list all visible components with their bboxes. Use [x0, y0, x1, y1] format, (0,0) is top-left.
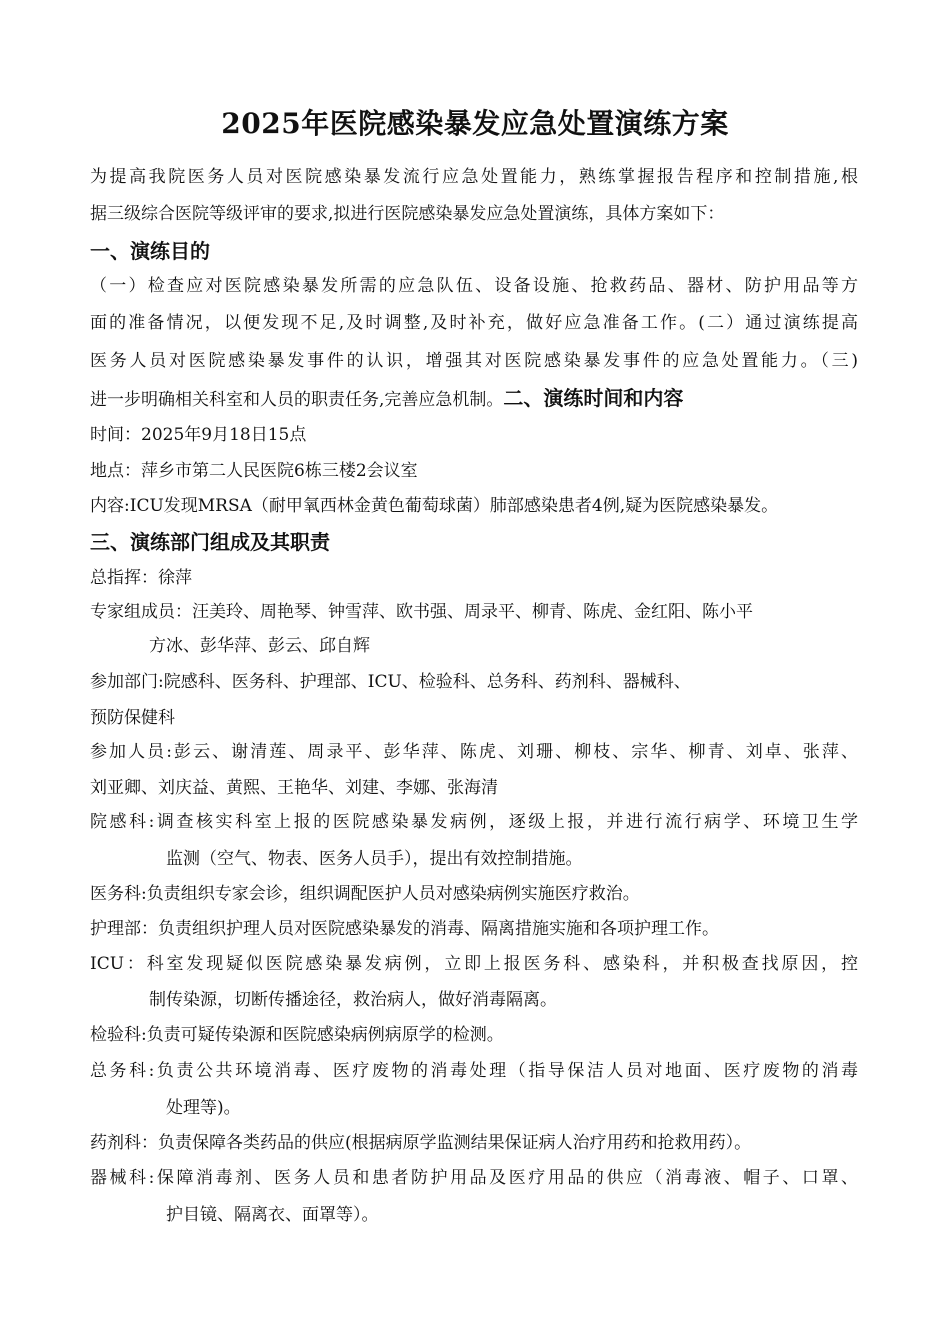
infection-dept-line-1: 院感科:调查核实科室上报的医院感染暴发病例，逐级上报，并进行流行病学、环境卫生学: [90, 812, 858, 832]
intro-line-2: 据三级综合医院等级评审的要求,拟进行医院感染暴发应急处置演练，具体方案如下：: [90, 204, 725, 224]
drill-content: 内容:ICU发现MRSA（耐甲氧西林金黄色葡萄球菌）肺部感染患者4例,疑为医院感染暴发。: [90, 496, 779, 516]
document-title: 2025年医院感染暴发应急处置演练方案: [221, 107, 729, 140]
intro-line-1: 为提高我院医务人员对医院感染暴发流行应急处置能力，熟练掌握报告程序和控制措施,根: [90, 167, 858, 187]
section-1-line-4: [90, 386, 683, 412]
section-1-line-1: （一）检查应对医院感染暴发所需的应急队伍、设备设施、抢救药品、器材、防护用品等方: [90, 276, 858, 296]
equipment-dept-line-2: 护目镜、隔离衣、面罩等）。: [166, 1205, 379, 1225]
section-2-heading: 二、演练时间和内容: [503, 386, 684, 410]
section-1-line-2: 面的准备情况，以便发现不足,及时调整,及时补充，做好应急准备工作。(二）通过演练提高: [90, 313, 858, 333]
pharmacy-dept: 药剂科：负责保障各类药品的供应(根据病原学监测结果保证病人治疗用药和抢救用药）。: [90, 1133, 752, 1153]
medical-dept: 医务科:负责组织专家会诊，组织调配医护人员对感染病例实施医疗救治。: [90, 884, 640, 904]
general-affairs-line-1: 总务科:负责公共环境消毒、医疗废物的消毒处理（指导保洁人员对地面、医疗废物的消毒: [90, 1061, 858, 1081]
personnel-line-2: 刘亚卿、刘庆益、黄熙、王艳华、刘建、李娜、张海清: [90, 778, 498, 798]
departments-line-2: 预防保健科: [90, 708, 175, 728]
nursing-dept: 护理部：负责组织护理人员对医院感染暴发的消毒、隔离措施实施和各项护理工作。: [90, 919, 719, 939]
section-1-line-4-text: 进一步明确相关科室和人员的职责任务,完善应急机制。: [90, 390, 504, 410]
experts-line-2: 方冰、彭华萍、彭云、邱自辉: [149, 636, 370, 656]
drill-time: 时间：2025年9月18日15点: [90, 425, 307, 445]
experts-line-1: 专家组成员：汪美玲、周艳琴、钟雪萍、欧书强、周录平、柳青、陈虎、金红阳、陈小平: [90, 602, 753, 622]
personnel-line-1: 参加人员:彭云、谢清莲、周录平、彭华萍、陈虎、刘珊、柳枝、宗华、柳青、刘卓、张萍、: [90, 742, 858, 762]
lab-dept: 检验科:负责可疑传染源和医院感染病例病原学的检测。: [90, 1025, 504, 1045]
icu-line-2: 制传染源，切断传播途径，救治病人，做好消毒隔离。: [149, 990, 557, 1010]
section-1-heading: 一、演练目的: [90, 239, 210, 263]
drill-place: 地点：萍乡市第二人民医院6栋三楼2会议室: [90, 461, 418, 481]
icu-line-1: ICU：科室发现疑似医院感染暴发病例，立即上报医务科、感染科，并积极查找原因，控: [90, 954, 858, 974]
section-1-line-3: 医务人员对医院感染暴发事件的认识，增强其对医院感染暴发事件的应急处置能力。（三): [90, 351, 858, 371]
section-3-heading: 三、演练部门组成及其职责: [90, 530, 330, 554]
commander: 总指挥：徐萍: [90, 568, 192, 588]
infection-dept-line-2: 监测（空气、物表、医务人员手），提出有效控制措施。: [166, 849, 583, 869]
equipment-dept-line-1: 器械科:保障消毒剂、医务人员和患者防护用品及医疗用品的供应（消毒液、帽子、口罩、: [90, 1168, 858, 1188]
general-affairs-line-2: 处理等)。: [166, 1098, 241, 1118]
departments-line-1: 参加部门:院感科、医务科、护理部、ICU、检验科、总务科、药剂科、器械科、: [90, 672, 691, 692]
